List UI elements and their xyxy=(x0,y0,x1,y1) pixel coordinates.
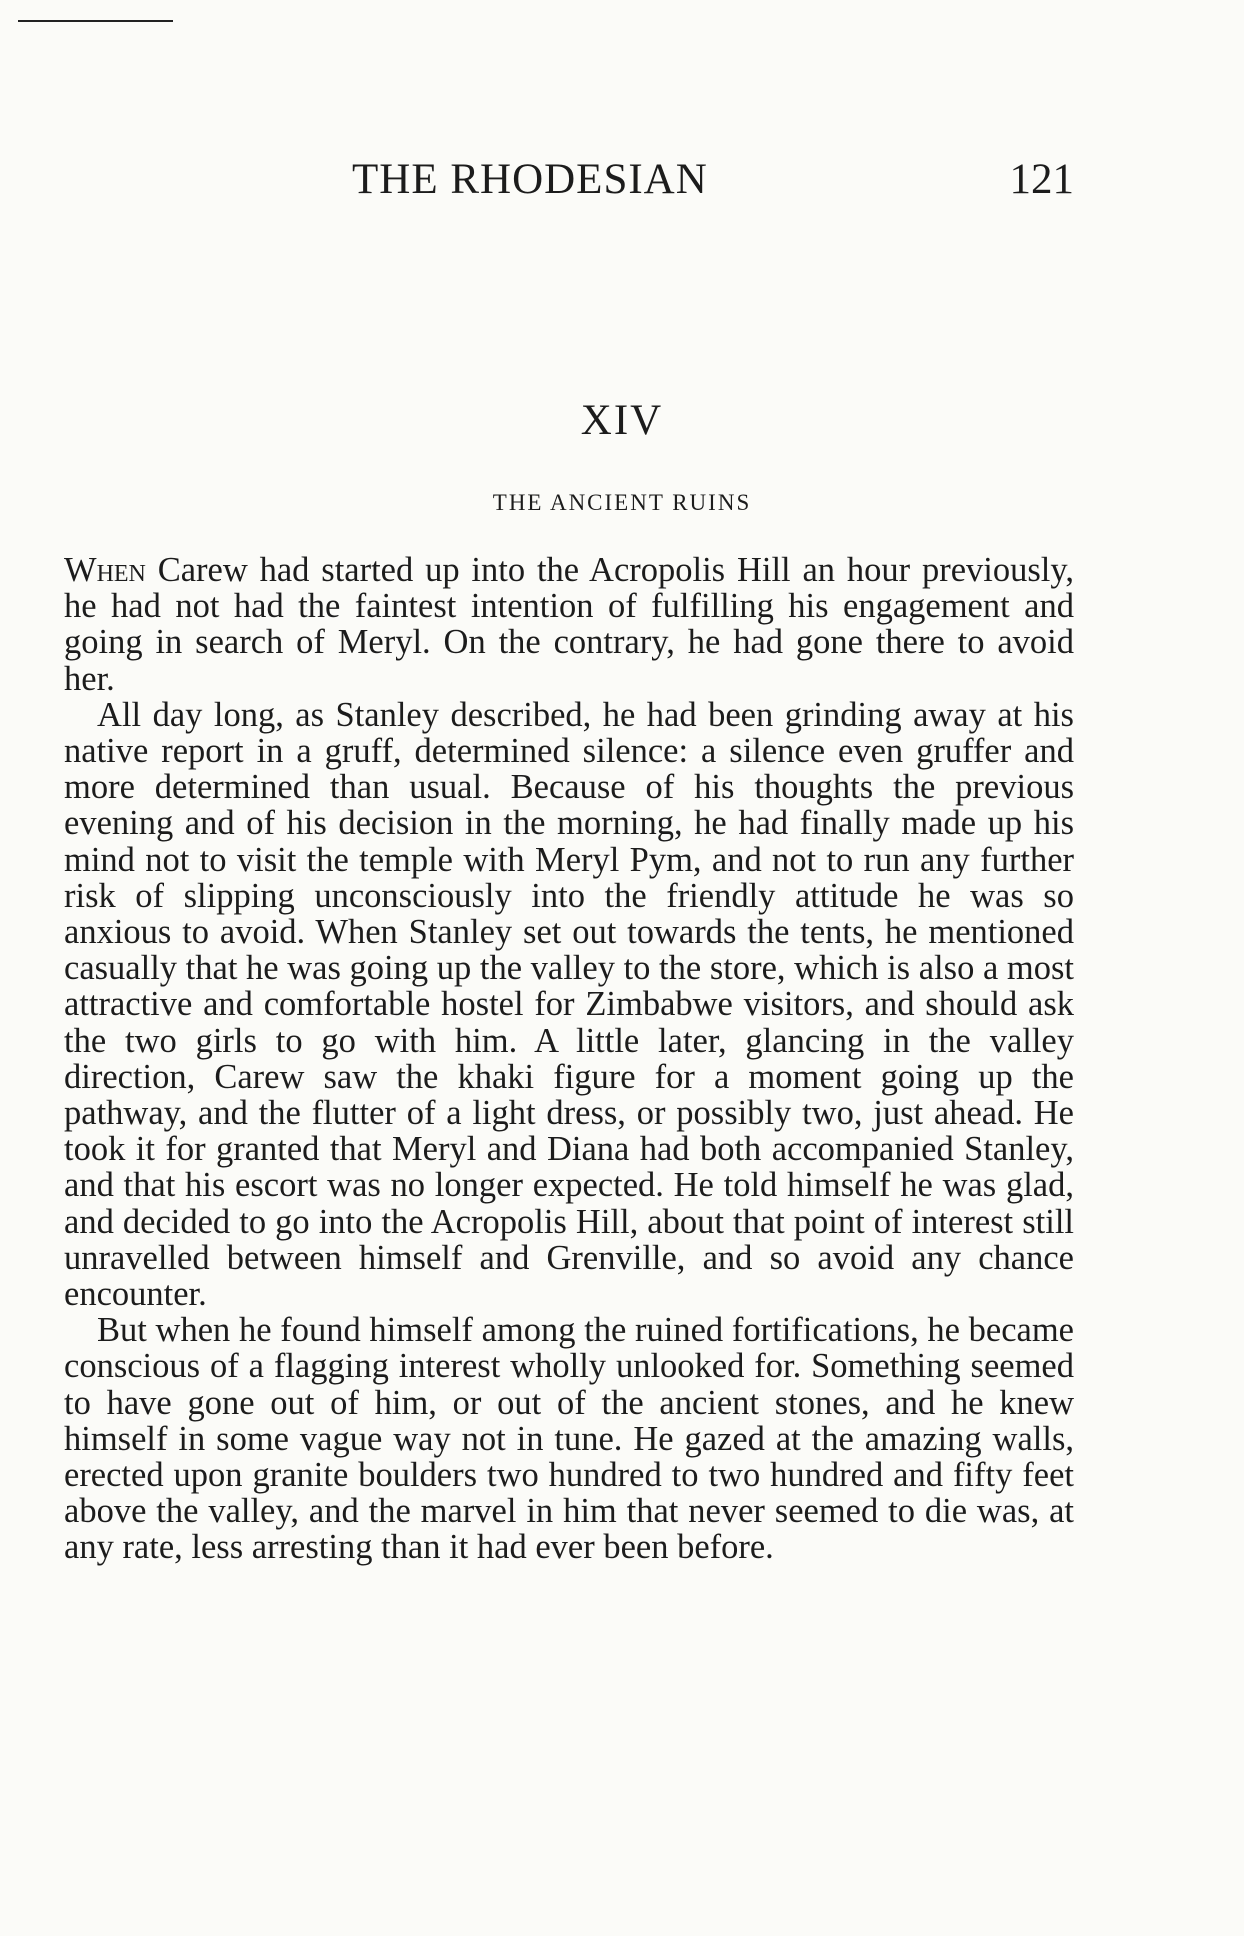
paragraph-1 xyxy=(64,552,1074,697)
chapter-title: THE ANCIENT RUINS xyxy=(492,490,752,515)
running-title: THE RHODESIAN xyxy=(352,156,708,203)
body-text xyxy=(64,552,1074,1566)
paragraph-3: But when he found himself among the ruined fortifications, he became conscious of a flagging interest wholly unlooked for. Something seemed to have gone out of him, or out of the ancient stones, and he knew himself in some vague way not in tune. He gazed at the amazing walls, erected upon granite boulders two hundred to two hundred and fifty feet above the valley, and the marvel in him that never seemed to die was, at any rate, less arresting than it had ever been before. xyxy=(64,1311,1074,1567)
chapter-number: XIV xyxy=(580,397,664,444)
page-number: 121 xyxy=(1009,156,1074,203)
paragraph-2: All day long, as Stanley described, he had been grinding away at his native report in a gruff, determined silence: a silence even gruffer and more determined than usual. Because of his thoughts the previous evening and of his decision in the morning, he had finally made up his mind not to visit the temple with Meryl Pym, and not to run any further risk of slipping unconsciously into the friendly attitude he was so anxious to avoid. When Stanley set out towards the tents, he mentioned casually that he was going up the valley to the store, which is also a most attractive and comfortable hostel for Zimbabwe visitors, and should ask the two girls to go with him. A little later, glancing in the valley direction, Carew saw the khaki figure for a moment going up the pathway, and the flutter of a light dress, or possibly two, just ahead. He took it for granted that Meryl and Diana had both accompanied Stanley, and that his escort was no longer expected. He told himself he was glad, and decided to go into the Acropolis Hill, about that point of interest still unravelled between himself and Grenville, and so avoid any chance encounter. xyxy=(64,695,1074,1314)
running-head xyxy=(64,155,1074,205)
paragraph-1-text: Carew had started up into the Acropolis Hill an hour previously, he had not had the faintest intention of fulfilling his engagement and going in search of Meryl. On the contrary, he had gone there to avoid her. xyxy=(64,551,1074,698)
paragraph-lead-word: When xyxy=(64,551,146,589)
top-rule xyxy=(18,20,173,22)
